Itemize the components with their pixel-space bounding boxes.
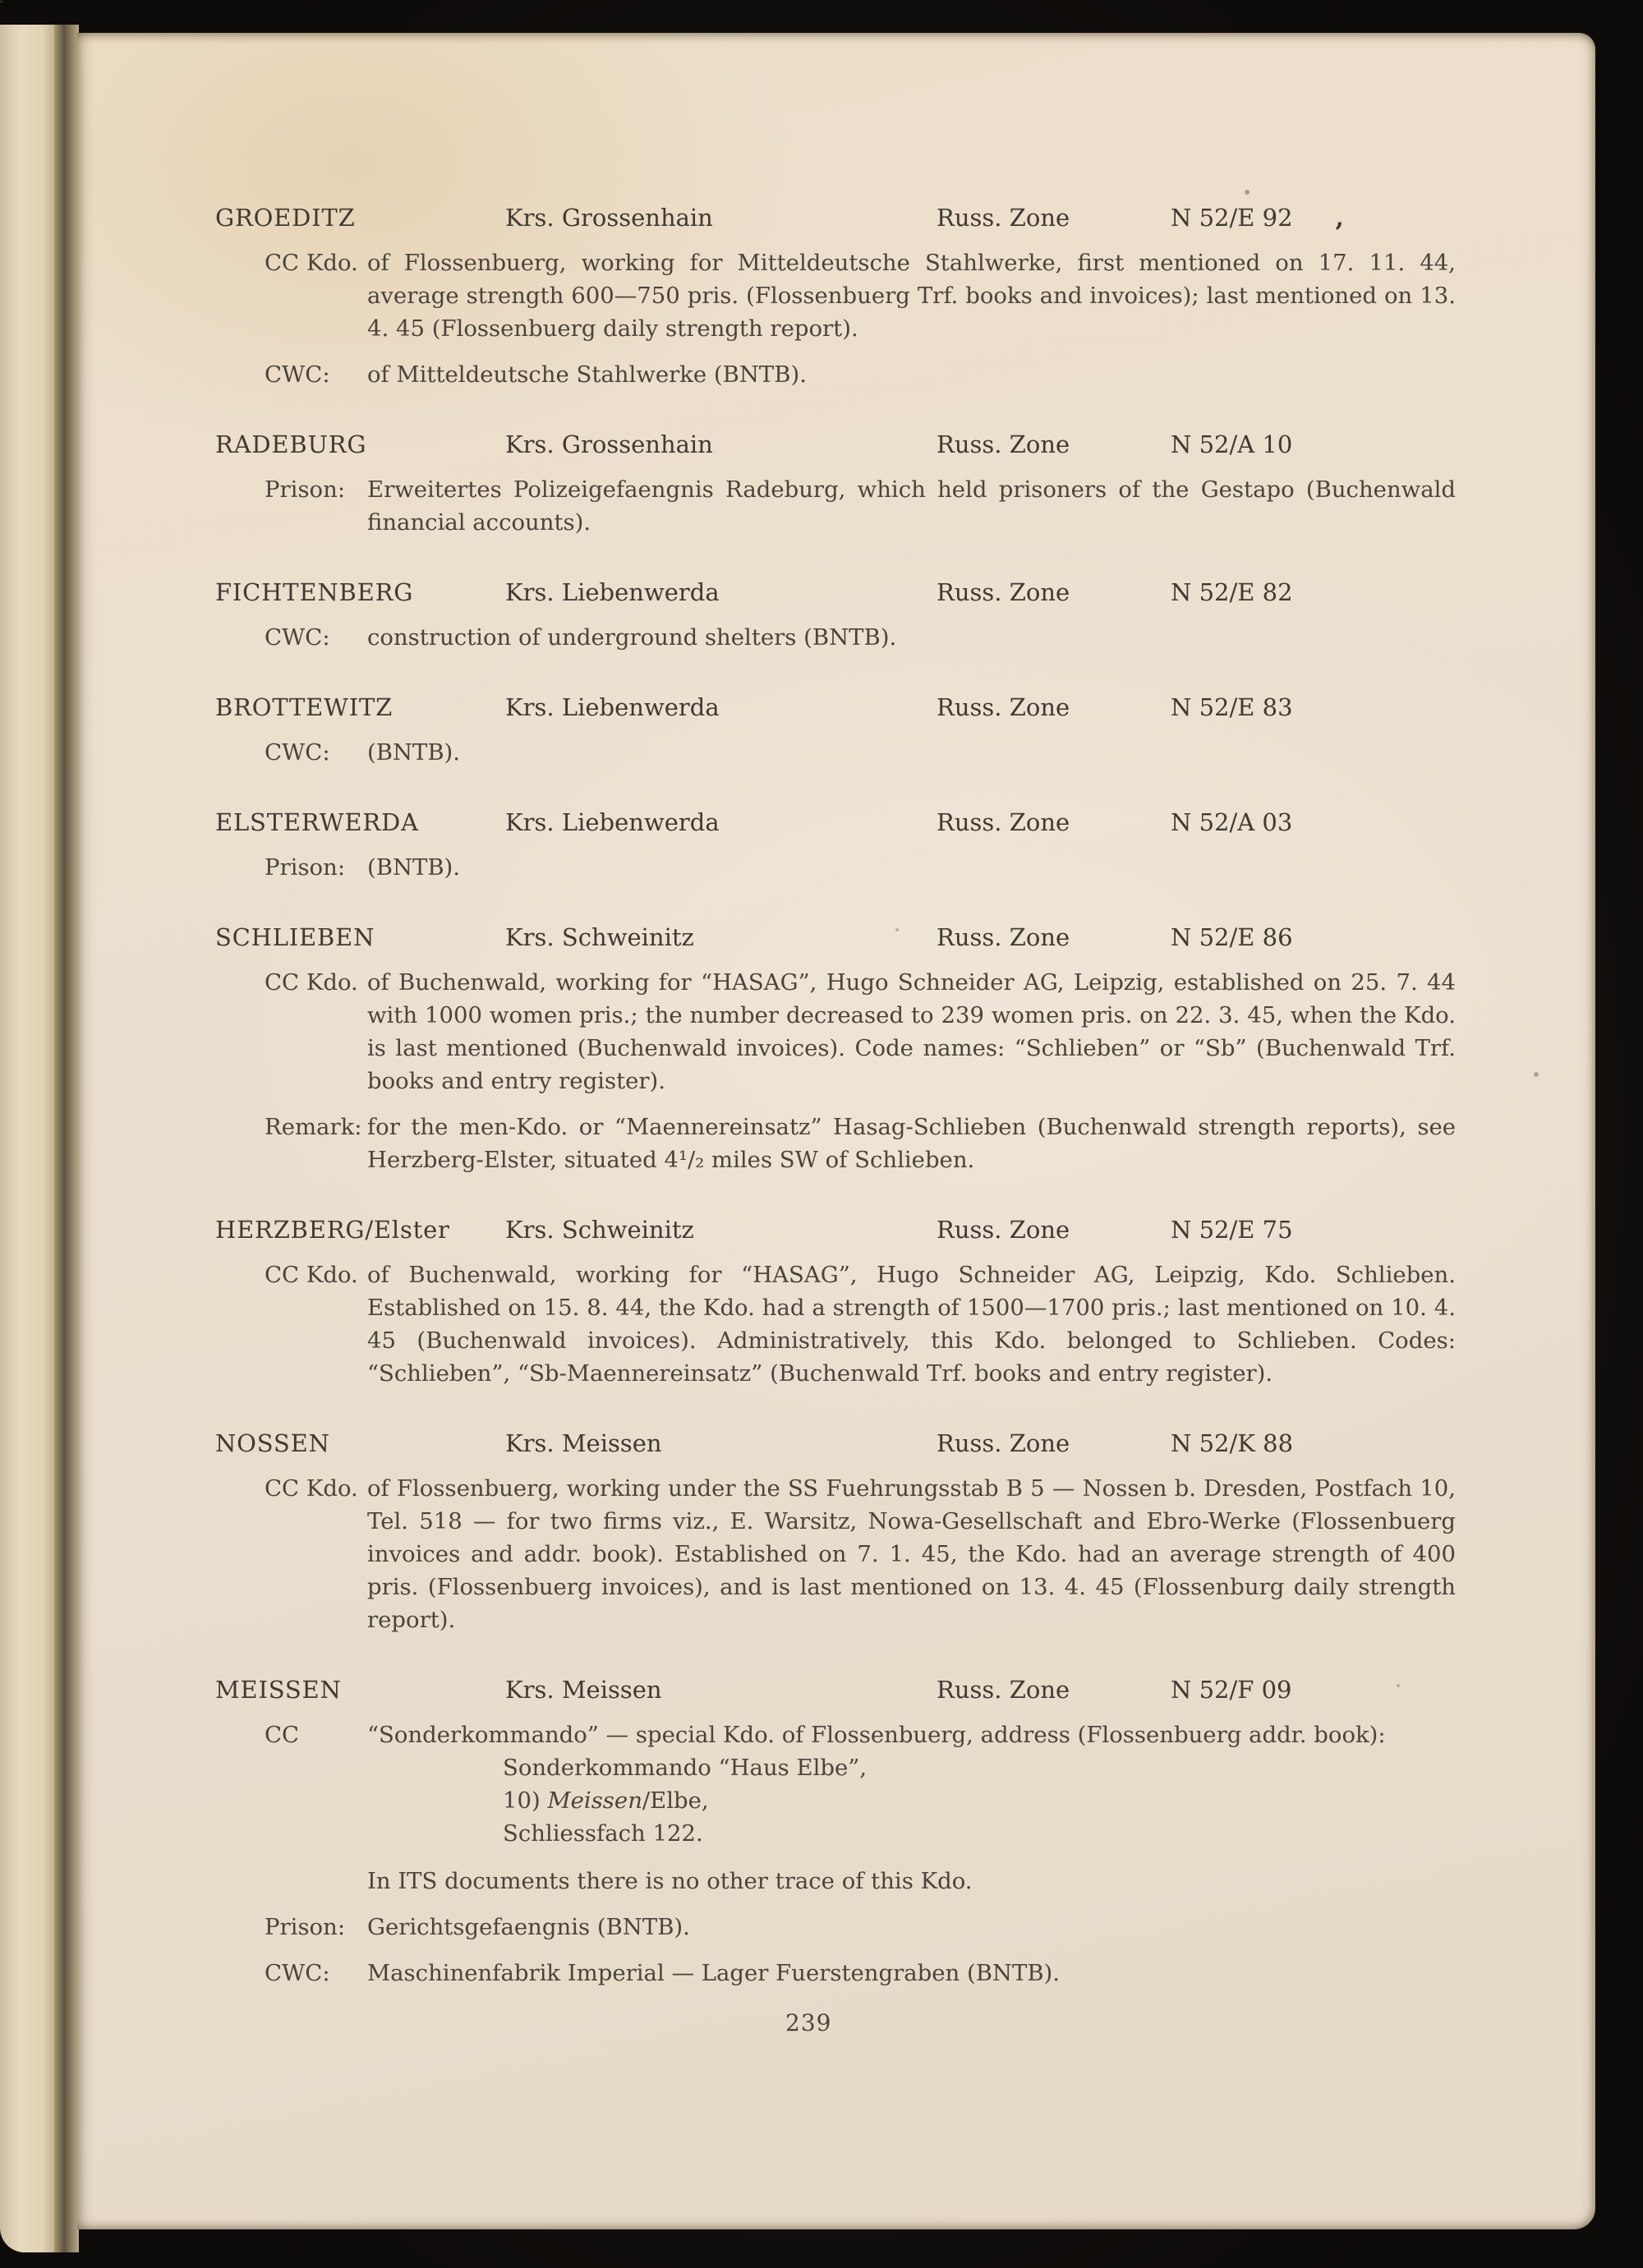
paragraph-label: CC Kdo. <box>265 1262 358 1288</box>
entry-district: Krs. Grossenhain <box>505 204 713 232</box>
entry-paragraph <box>215 621 1456 654</box>
entry-place-name: GROEDITZ <box>215 204 356 232</box>
paragraph-text: of Buchenwald, working for “HASAG”, Hugo Schneider AG, Leipzig, Kdo. Schlieben. Established on 15. 8. 44, the Kdo. had a strength of 1500—1700 pris.; last mentioned on 10. 4. 45 (Buchenwald invoices). Administratively, this Kdo. belonged to Schlieben. Codes: “Schlieben”, “Sb-Maennereinsatz” (Buchenwald Trf. books and entry register). <box>367 1262 1456 1387</box>
entry-header <box>215 1429 1456 1459</box>
entry-map-coordinates: N 52/E 83 <box>1171 693 1293 721</box>
entry-header <box>215 808 1456 838</box>
paragraph-label: Prison: <box>265 476 346 503</box>
paragraph-text: of Buchenwald, working for “HASAG”, Hugo Schneider AG, Leipzig, established on 25. 7. 44 with 1000 women pris.; the number decreased to 239 women pris. on 22. 3. 45, when the Kdo. is last mentioned (Buchenwald invoices). Code names: “Schlieben” or “Sb” (Buchenwald Trf. books and entry register). <box>367 969 1456 1094</box>
entry-map-coordinates: N 52/E 92 , <box>1171 204 1344 232</box>
paragraph-text: of Flossenbuerg, working for Mitteldeutsche Stahlwerke, first mentioned on 17. 11. 44, average strength 600—750 pris. (Flossenbuerg Trf. books and invoices); last mentioned on 13. 4. 45 (Flossenbuerg daily strength report). <box>367 250 1456 342</box>
binding-crease <box>54 25 79 2252</box>
scan-specks <box>0 0 3 3</box>
paragraph-text: of Flossenbuerg, working under the SS Fuehrungsstab B 5 — Nossen b. Dresden, Postfach 10, Tel. 518 — for two firms viz., E. Warsitz, Nowa-Gesellschaft and Ebro-Werke (Flossenbuerg invoices and addr. book). Established on 7. 1. 45, the Kdo. had an average strength of 400 pris. (Flossenbuerg invoices), and is last mentioned on 13. 4. 45 (Flossenburg daily strength report). <box>367 1475 1456 1633</box>
entry-place-name: ELSTERWERDA <box>215 808 419 836</box>
entry-district: Krs. Meissen <box>505 1676 662 1704</box>
catalog-entry <box>215 578 1456 654</box>
page-content <box>215 204 1456 2029</box>
entry-zone: Russ. Zone <box>937 204 1070 232</box>
entry-blocks <box>215 736 1456 769</box>
entry-blocks <box>215 851 1456 884</box>
entry-zone: Russ. Zone <box>937 578 1070 606</box>
entry-paragraph <box>215 966 1456 1097</box>
entry-paragraph <box>215 1718 1456 1751</box>
entry-map-coordinates: N 52/A 10 <box>1171 430 1293 458</box>
catalog-entry <box>215 923 1456 1176</box>
paragraph-text: construction of underground shelters (BNTB). <box>367 624 897 651</box>
entry-district: Krs. Meissen <box>505 1429 662 1457</box>
paragraph-label: Remark: <box>265 1114 362 1140</box>
entry-paragraph <box>215 1472 1456 1636</box>
entry-paragraph <box>215 1911 1456 1944</box>
paragraph-label: CWC: <box>265 624 330 651</box>
paragraph-text: of Mitteldeutsche Stahlwerke (BNTB). <box>367 361 807 388</box>
entry-blocks <box>215 1718 1456 1990</box>
entry-paragraph <box>215 1957 1456 1990</box>
paragraph-label: Prison: <box>265 854 346 881</box>
entry-paragraph <box>215 246 1456 345</box>
entry-district: Krs. Schweinitz <box>505 923 694 951</box>
entry-header <box>215 1676 1456 1705</box>
paragraph-text: (BNTB). <box>367 739 461 766</box>
entry-map-coordinates: N 52/E 86 <box>1171 923 1293 951</box>
catalog-entry <box>215 204 1456 391</box>
entry-map-coordinates: N 52/F 09 <box>1171 1676 1292 1704</box>
entry-district: Krs. Grossenhain <box>505 430 713 458</box>
entry-zone: Russ. Zone <box>937 923 1070 951</box>
entry-zone: Russ. Zone <box>937 808 1070 836</box>
paragraph-text: Erweitertes Polizeigefaengnis Radeburg, which held prisoners of the Gestapo (Buchenwald financial accounts). <box>367 476 1456 536</box>
entry-district: Krs. Liebenwerda <box>505 693 720 721</box>
entry-place-name: BROTTEWITZ <box>215 693 393 721</box>
entry-blocks <box>215 473 1456 539</box>
paragraph-text: Maschinenfabrik Imperial — Lager Fuerstengraben (BNTB). <box>367 1960 1061 1986</box>
paragraph-text: (BNTB). <box>367 854 461 881</box>
entry-paragraph <box>215 1111 1456 1176</box>
paragraph-text: “Sonderkommando” — special Kdo. of Flossenbuerg, address (Flossenbuerg addr. book): <box>367 1722 1386 1748</box>
address-line: Schliessfach 122. <box>503 1820 703 1847</box>
catalog-entry <box>215 1676 1456 1990</box>
entry-map-coordinates: N 52/E 82 <box>1171 578 1293 606</box>
page-number: 239 <box>785 2009 832 2036</box>
entry-header <box>215 693 1456 723</box>
entry-place-name: SCHLIEBEN <box>215 923 375 951</box>
entry-blocks <box>215 621 1456 654</box>
entry-district: Krs. Liebenwerda <box>505 808 720 836</box>
address-line: Sonderkommando “Haus Elbe”, <box>503 1755 868 1781</box>
paragraph-text: Gerichtsgefaengnis (BNTB). <box>367 1914 690 1940</box>
entry-blocks <box>215 966 1456 1176</box>
entry-map-coordinates: N 52/E 75 <box>1171 1216 1293 1244</box>
paragraph-label: CWC: <box>265 1960 330 1986</box>
entry-place-name: MEISSEN <box>215 1676 342 1704</box>
entry-zone: Russ. Zone <box>937 1676 1070 1704</box>
entry-note: In ITS documents there is no other trace of this Kdo. <box>367 1868 973 1894</box>
entry-district: Krs. Schweinitz <box>505 1216 694 1244</box>
entry-district: Krs. Liebenwerda <box>505 578 720 606</box>
entry-paragraph <box>215 1258 1456 1390</box>
entry-paragraph <box>215 851 1456 884</box>
paragraph-label: CWC: <box>265 361 330 388</box>
book-page <box>77 33 1595 2229</box>
catalog-entry <box>215 693 1456 769</box>
entry-paragraph <box>215 473 1456 539</box>
paragraph-label: CC Kdo. <box>265 1475 358 1502</box>
entry-place-name: FICHTENBERG <box>215 578 414 606</box>
entry-blocks <box>215 1472 1456 1636</box>
previous-page-edge <box>0 25 56 2252</box>
catalog-entry <box>215 430 1456 539</box>
paragraph-label: CWC: <box>265 739 330 766</box>
entry-zone: Russ. Zone <box>937 1429 1070 1457</box>
entry-place-name: HERZBERG/Elster <box>215 1216 450 1244</box>
paragraph-label: CC <box>265 1722 300 1748</box>
entry-zone: Russ. Zone <box>937 430 1070 458</box>
paragraph-label: Prison: <box>265 1914 346 1940</box>
entry-place-name: RADEBURG <box>215 430 367 458</box>
catalog-entry <box>215 1216 1456 1390</box>
entry-place-name: NOSSEN <box>215 1429 330 1457</box>
entry-map-coordinates: N 52/K 88 <box>1171 1429 1294 1457</box>
entry-blocks <box>215 1258 1456 1390</box>
entry-map-coordinates: N 52/A 03 <box>1171 808 1293 836</box>
paragraph-text: for the men-Kdo. or “Maennereinsatz” Hasag-Schlieben (Buchenwald strength reports), see Herzberg-Elster, situated 4¹/₂ miles SW of Schlieben. <box>367 1114 1456 1173</box>
entry-header <box>215 578 1456 608</box>
entry-zone: Russ. Zone <box>937 1216 1070 1244</box>
entry-header <box>215 430 1456 460</box>
entry-header <box>215 204 1456 233</box>
paragraph-label: CC Kdo. <box>265 969 358 996</box>
entry-blocks <box>215 246 1456 391</box>
catalog-entry <box>215 1429 1456 1636</box>
catalog-entry <box>215 808 1456 884</box>
entry-paragraph <box>215 736 1456 769</box>
entry-header <box>215 923 1456 953</box>
entry-paragraph <box>215 358 1456 391</box>
entry-header <box>215 1216 1456 1245</box>
paragraph-label: CC Kdo. <box>265 250 358 276</box>
address-line: 10) Meissen/Elbe, <box>503 1787 709 1814</box>
entry-zone: Russ. Zone <box>937 693 1070 721</box>
